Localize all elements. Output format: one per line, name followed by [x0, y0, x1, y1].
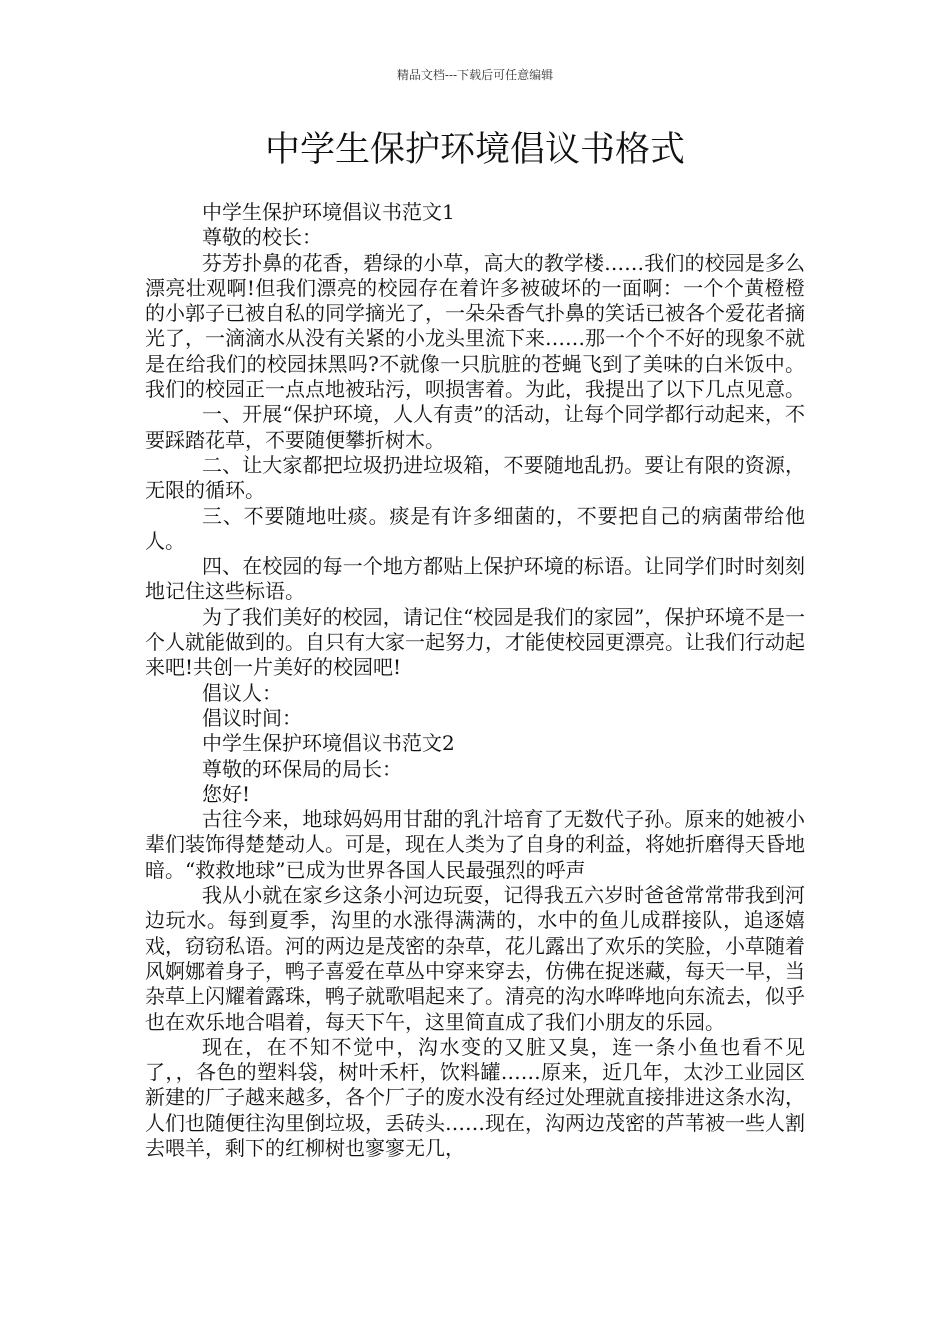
body-paragraph: 为了我们美好的校园，请记住“校园是我们的家园”，保护环境不是一个人就能做到的。自只有大家一起努力，才能使校园更漂亮。让我们行动起来吧!共创一片美好的校园吧!: [145, 604, 805, 680]
greeting: 您好!: [202, 781, 251, 806]
document-title: 中学生保护环境倡议书格式: [264, 130, 685, 170]
section-heading-1: 中学生保护环境倡议书范文1: [202, 200, 455, 224]
date-line: 倡议时间：: [202, 705, 302, 730]
document-body: [145, 200, 805, 1161]
salutation-2: 尊敬的环保局的局长：: [202, 756, 402, 781]
body-paragraph: 三、不要随地吐痰。痰是有许多细菌的，不要把自己的病菌带给他人。: [145, 503, 805, 553]
page-header: 精品文档---下载后可任意编辑: [396, 68, 554, 82]
body-paragraph: 芬芳扑鼻的花香，碧绿的小草，高大的教学楼……我们的校园是多么漂亮壮观啊!但我们漂亮的校园存在着许多被破坏的一面啊：一个个黄橙橙的小郭子已被自私的同学摘光了，一朵朵香气扑鼻的笑话已被各个爱花者摘光了，一滴滴水从没有关紧的小龙头里流下来……那一个个不好的现象不就是在给我们的校园抹黑吗?不就像一只肮脏的苍蝇飞到了美味的白米饭中。我们的校园正一点点地被玷污，呗损害着。为此，我提出了以下几点见意。: [145, 250, 805, 402]
body-paragraph: 现在，在不知不觉中，沟水变的又脏又臭，连一条小鱼也看不见了，，各色的塑料袋，树叶禾杆，饮料罐……原来，近几年，太沙工业园区新建的厂子越来越多，各个厂子的废水没有经过处理就直接排进这条水沟，人们也随便往沟里倒垃圾，丢砖头……现在，沟两边茂密的芦苇被一些人割去喂羊，剩下的红柳树也寥寥无几，: [145, 1034, 805, 1160]
salutation-1: 尊敬的校长：: [202, 225, 322, 250]
signature-line: 倡议人：: [202, 680, 282, 705]
body-paragraph: 一、开展“保护环境，人人有责”的活动，让每个同学都行动起来，不要踩踏花草，不要随便攀折树木。: [145, 402, 805, 452]
body-paragraph: 古往今来，地球妈妈用甘甜的乳汁培育了无数代子孙。原来的她被小辈们装饰得楚楚动人。可是，现在人类为了自身的利益，将她折磨得天昏地暗。“救救地球”已成为世界各国人民最强烈的呼声: [145, 807, 805, 882]
body-paragraph: 我从小就在家乡这条小河边玩耍，记得我五六岁时爸爸常常带我到河边玩水。每到夏季，沟里的水涨得满满的，水中的鱼儿成群接队，追逐嬉戏，窃窃私语。河的两边是茂密的杂草，花儿露出了欢乐的笑脸，小草随着风婀娜着身子，鸭子喜爱在草丛中穿来穿去，仿佛在捉迷藏，每天一早，当杂草上闪耀着露珠，鸭子就歌唱起来了。清亮的沟水哗哗地向东流去，似乎也在欢乐地合唱着，每天下午，这里简直成了我们小朋友的乐园。: [145, 883, 805, 1034]
section-heading-2: 中学生保护环境倡议书范文2: [202, 731, 455, 756]
body-paragraph: 四、在校园的每一个地方都贴上保护环境的标语。让同学们时时刻刻地记住这些标语。: [145, 554, 805, 604]
body-paragraph: 二、让大家都把垃圾扔进垃圾箱，不要随地乱扔。要让有限的资源，无限的循环。: [145, 452, 805, 503]
